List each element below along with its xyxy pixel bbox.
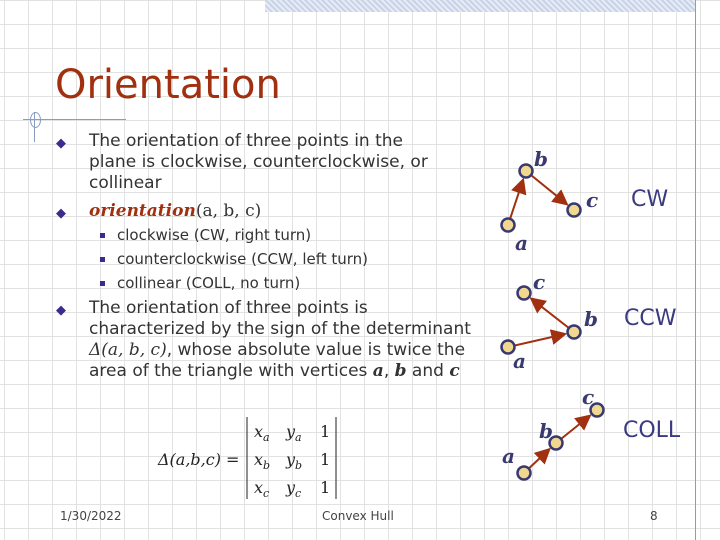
point-label-c: c [586,188,599,212]
matrix-cell: 1 [320,450,331,469]
subbullet: collinear (COLL, no turn) [100,274,300,292]
ccw-label: CCW [624,306,677,331]
point-label-b: b [539,419,553,443]
point-b [520,165,533,178]
matrix-cell: $x_a$ [254,422,270,444]
point-label-b: b [534,147,548,171]
page-number: 8 [650,509,658,523]
point-c [568,204,581,217]
edge-arrow [531,299,574,332]
point-a [518,467,531,480]
diamond-bullet-icon: ◆ [56,206,66,221]
point-label-a: a [515,231,528,255]
slide-title: Orientation [55,62,281,108]
bullet-1: ◆ The orientation of three points in the plane is clockwise, counterclockwise, or collinear [56,131,428,193]
point-label-c: c [582,385,595,409]
point-c [518,287,531,300]
footer-title: Convex Hull [322,509,394,523]
bullet-3: ◆ The orientation of three points is characterized by the sign of the determinant Δ(a, b, c), whose absolute value is twice the area of the triangle with vertices a, b and c [56,298,471,381]
matrix-cell: $y_a$ [286,422,302,444]
bullet-2: ◆ orientation(a, b, c) [62,201,462,222]
point-label-b: b [584,307,598,331]
matrix-cell: $y_c$ [286,478,302,500]
coll-label: COLL [623,418,681,443]
diamond-bullet-icon: ◆ [56,303,66,318]
matrix-cell: $x_c$ [254,478,270,500]
edge-arrow [508,334,565,347]
point-label-a: a [502,444,515,468]
subbullet: clockwise (CW, right turn) [100,226,311,244]
matrix-cell: $y_b$ [286,450,303,472]
formula-lhs: Δ(a,b,c) = [158,450,240,469]
point-label-c: c [533,270,546,294]
footer-date: 1/30/2022 [60,509,122,523]
subbullet: counterclockwise (CCW, left turn) [100,250,368,268]
point-b [568,326,581,339]
edge-arrow [526,171,567,204]
matrix-cell: 1 [320,478,331,497]
cw-label: CW [631,187,669,212]
point-label-a: a [513,349,526,373]
matrix-cell: $x_b$ [254,450,271,472]
diamond-bullet-icon: ◆ [56,136,66,151]
matrix-cell: 1 [320,422,331,441]
point-a [502,219,515,232]
